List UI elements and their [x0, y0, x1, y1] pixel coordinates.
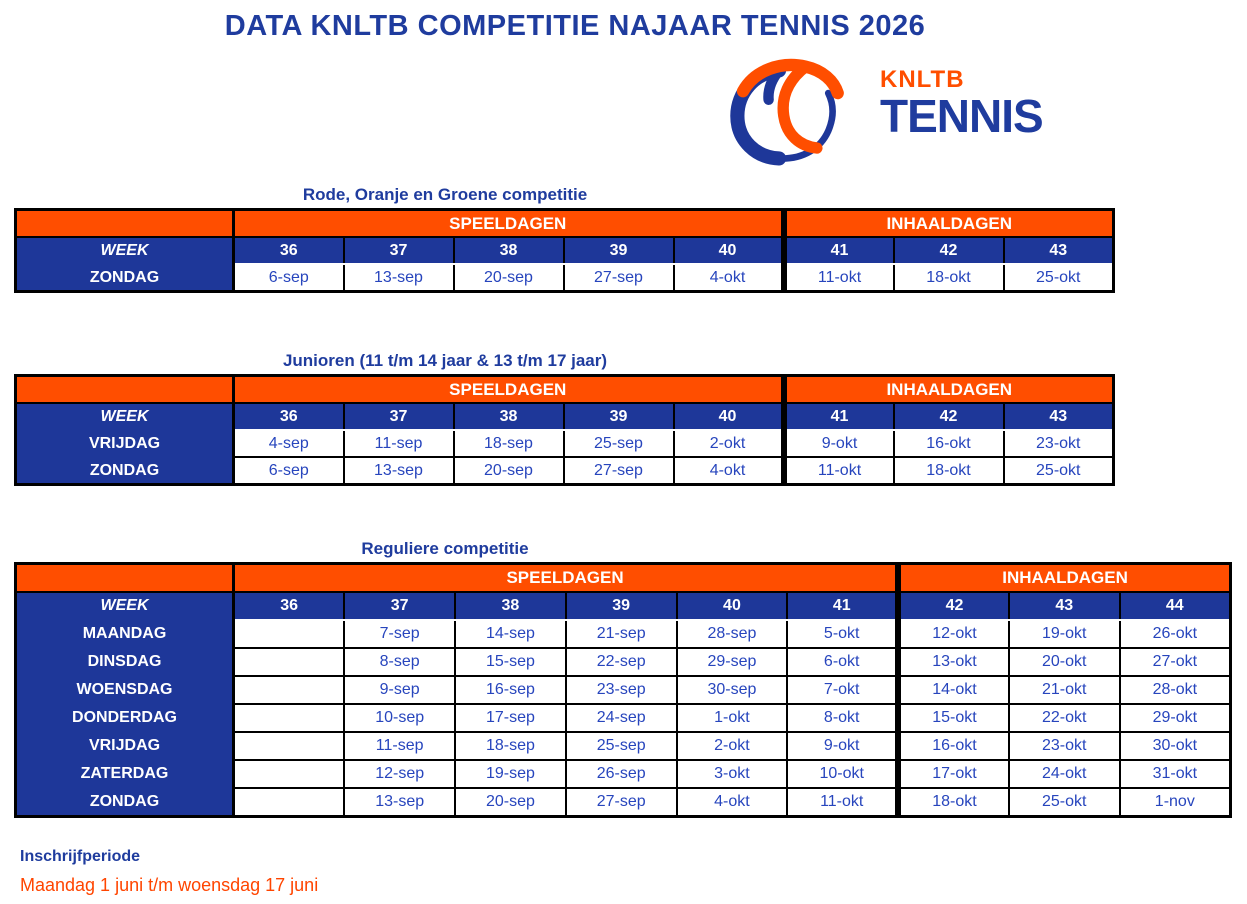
day-label-cell: ZATERDAG	[16, 760, 234, 788]
date-cell: 19-sep	[455, 760, 566, 788]
date-cell	[234, 704, 345, 732]
inschrijfperiode-value: Maandag 1 juni t/m woensdag 17 juni	[20, 875, 319, 895]
table-title: Reguliere competitie	[361, 539, 529, 558]
day-label-cell: MAANDAG	[16, 620, 234, 648]
date-cell: 18-sep	[455, 732, 566, 760]
date-cell: 20-okt	[1009, 648, 1120, 676]
date-cell: 29-okt	[1120, 704, 1231, 732]
week-number-cell: 43	[1004, 403, 1114, 430]
date-cell	[234, 648, 345, 676]
week-number-cell: 40	[674, 403, 784, 430]
date-cell	[234, 760, 345, 788]
week-number-cell: 39	[566, 592, 677, 620]
week-number-cell: 37	[344, 237, 454, 264]
date-cell: 18-okt	[894, 264, 1004, 292]
inhaaldagen-header: INHAALDAGEN	[784, 376, 1114, 404]
speeldagen-header: SPEELDAGEN	[234, 210, 784, 238]
knltb-swirl-tennis-ball-icon	[726, 56, 868, 175]
date-cell: 7-okt	[787, 676, 898, 704]
date-cell: 28-okt	[1120, 676, 1231, 704]
week-number-cell: 36	[234, 403, 344, 430]
date-cell: 16-sep	[455, 676, 566, 704]
day-label-cell: DINSDAG	[16, 648, 234, 676]
date-cell: 25-okt	[1004, 264, 1114, 292]
date-cell: 11-okt	[784, 264, 894, 292]
week-label-cell: WEEK	[16, 237, 234, 264]
date-cell: 4-okt	[674, 264, 784, 292]
date-cell: 29-sep	[677, 648, 788, 676]
date-cell: 27-sep	[564, 264, 674, 292]
date-cell: 30-okt	[1120, 732, 1231, 760]
knltb-logo	[726, 56, 1043, 175]
date-cell: 4-sep	[234, 430, 344, 457]
week-number-cell: 42	[894, 403, 1004, 430]
date-cell: 16-okt	[898, 732, 1009, 760]
week-number-cell: 42	[894, 237, 1004, 264]
date-cell: 9-okt	[784, 430, 894, 457]
schedule-table	[14, 208, 1115, 293]
date-cell: 19-okt	[1009, 620, 1120, 648]
week-number-cell: 41	[787, 592, 898, 620]
date-cell: 26-okt	[1120, 620, 1231, 648]
date-cell: 18-okt	[898, 788, 1009, 817]
date-cell: 26-sep	[566, 760, 677, 788]
date-cell: 27-sep	[564, 457, 674, 485]
date-cell: 25-okt	[1004, 457, 1114, 485]
date-cell: 13-sep	[344, 788, 455, 817]
date-cell: 17-sep	[455, 704, 566, 732]
week-number-cell: 38	[455, 592, 566, 620]
date-cell: 8-okt	[787, 704, 898, 732]
week-number-cell: 43	[1009, 592, 1120, 620]
date-cell: 25-sep	[566, 732, 677, 760]
corner-cell	[16, 564, 234, 593]
date-cell: 20-sep	[454, 457, 564, 485]
date-cell: 10-okt	[787, 760, 898, 788]
date-cell	[234, 620, 345, 648]
date-cell	[234, 788, 345, 817]
date-cell: 12-okt	[898, 620, 1009, 648]
date-cell: 13-sep	[344, 264, 454, 292]
corner-cell	[16, 376, 234, 404]
speeldagen-header: SPEELDAGEN	[234, 376, 784, 404]
week-number-cell: 37	[344, 592, 455, 620]
week-number-cell: 41	[784, 403, 894, 430]
date-cell: 22-okt	[1009, 704, 1120, 732]
schedule-table	[14, 562, 1232, 818]
logo-knltb-text: KNLTB	[880, 66, 965, 93]
date-cell: 17-okt	[898, 760, 1009, 788]
week-number-cell: 40	[674, 237, 784, 264]
week-number-cell: 39	[564, 237, 674, 264]
date-cell: 1-nov	[1120, 788, 1231, 817]
date-cell: 20-sep	[454, 264, 564, 292]
date-cell: 11-okt	[784, 457, 894, 485]
week-number-cell: 36	[234, 592, 345, 620]
date-cell: 4-okt	[674, 457, 784, 485]
date-cell: 3-okt	[677, 760, 788, 788]
inhaaldagen-header: INHAALDAGEN	[898, 564, 1230, 593]
day-label-cell: WOENSDAG	[16, 676, 234, 704]
date-cell: 4-okt	[677, 788, 788, 817]
date-cell: 10-sep	[344, 704, 455, 732]
day-label-cell: VRIJDAG	[16, 430, 234, 457]
date-cell: 6-okt	[787, 648, 898, 676]
date-cell: 2-okt	[677, 732, 788, 760]
date-cell: 8-sep	[344, 648, 455, 676]
date-cell: 7-sep	[344, 620, 455, 648]
date-cell: 12-sep	[344, 760, 455, 788]
date-cell: 23-okt	[1004, 430, 1114, 457]
week-number-cell: 39	[564, 403, 674, 430]
date-cell: 24-sep	[566, 704, 677, 732]
week-number-cell: 43	[1004, 237, 1114, 264]
week-label-cell: WEEK	[16, 592, 234, 620]
table-title: Junioren (11 t/m 14 jaar & 13 t/m 17 jaar)	[282, 351, 608, 370]
date-cell: 9-sep	[344, 676, 455, 704]
day-label-cell: DONDERDAG	[16, 704, 234, 732]
date-cell: 30-sep	[677, 676, 788, 704]
week-number-cell: 37	[344, 403, 454, 430]
corner-cell	[16, 210, 234, 238]
date-cell: 23-okt	[1009, 732, 1120, 760]
date-cell: 28-sep	[677, 620, 788, 648]
page-title: DATA KNLTB COMPETITIE NAJAAR TENNIS 2026	[224, 10, 926, 42]
week-number-cell: 44	[1120, 592, 1231, 620]
tables-root	[0, 185, 1247, 818]
date-cell: 27-sep	[566, 788, 677, 817]
date-cell: 27-okt	[1120, 648, 1231, 676]
inschrijfperiode-heading: Inschrijfperiode	[20, 848, 141, 865]
table-section	[0, 351, 1247, 486]
day-label-cell: ZONDAG	[16, 788, 234, 817]
date-cell: 11-sep	[344, 732, 455, 760]
date-cell: 13-sep	[344, 457, 454, 485]
date-cell: 9-okt	[787, 732, 898, 760]
table-section	[0, 539, 1247, 818]
date-cell: 14-okt	[898, 676, 1009, 704]
speeldagen-header: SPEELDAGEN	[234, 564, 899, 593]
schedule-table	[14, 374, 1115, 486]
date-cell: 18-sep	[454, 430, 564, 457]
week-number-cell: 42	[898, 592, 1009, 620]
date-cell: 14-sep	[455, 620, 566, 648]
date-cell: 24-okt	[1009, 760, 1120, 788]
date-cell	[234, 676, 345, 704]
day-label-cell: ZONDAG	[16, 457, 234, 485]
date-cell: 25-okt	[1009, 788, 1120, 817]
date-cell: 16-okt	[894, 430, 1004, 457]
date-cell	[234, 732, 345, 760]
week-number-cell: 38	[454, 237, 564, 264]
date-cell: 6-sep	[234, 457, 344, 485]
table-section	[0, 185, 1247, 293]
logo-text	[880, 56, 1043, 142]
date-cell: 13-okt	[898, 648, 1009, 676]
date-cell: 15-okt	[898, 704, 1009, 732]
day-label-cell: VRIJDAG	[16, 732, 234, 760]
week-number-cell: 36	[234, 237, 344, 264]
date-cell: 11-sep	[344, 430, 454, 457]
date-cell: 21-okt	[1009, 676, 1120, 704]
table-title: Rode, Oranje en Groene competitie	[302, 185, 588, 204]
date-cell: 31-okt	[1120, 760, 1231, 788]
date-cell: 1-okt	[677, 704, 788, 732]
day-label-cell: ZONDAG	[16, 264, 234, 292]
logo-tennis-text: TENNIS	[880, 90, 1043, 142]
date-cell: 11-okt	[787, 788, 898, 817]
footer	[20, 848, 1247, 896]
date-cell: 20-sep	[455, 788, 566, 817]
date-cell: 25-sep	[564, 430, 674, 457]
inhaaldagen-header: INHAALDAGEN	[784, 210, 1114, 238]
date-cell: 6-sep	[234, 264, 344, 292]
week-number-cell: 38	[454, 403, 564, 430]
week-number-cell: 40	[677, 592, 788, 620]
week-label-cell: WEEK	[16, 403, 234, 430]
date-cell: 23-sep	[566, 676, 677, 704]
date-cell: 15-sep	[455, 648, 566, 676]
date-cell: 18-okt	[894, 457, 1004, 485]
date-cell: 22-sep	[566, 648, 677, 676]
date-cell: 2-okt	[674, 430, 784, 457]
week-number-cell: 41	[784, 237, 894, 264]
date-cell: 21-sep	[566, 620, 677, 648]
date-cell: 5-okt	[787, 620, 898, 648]
